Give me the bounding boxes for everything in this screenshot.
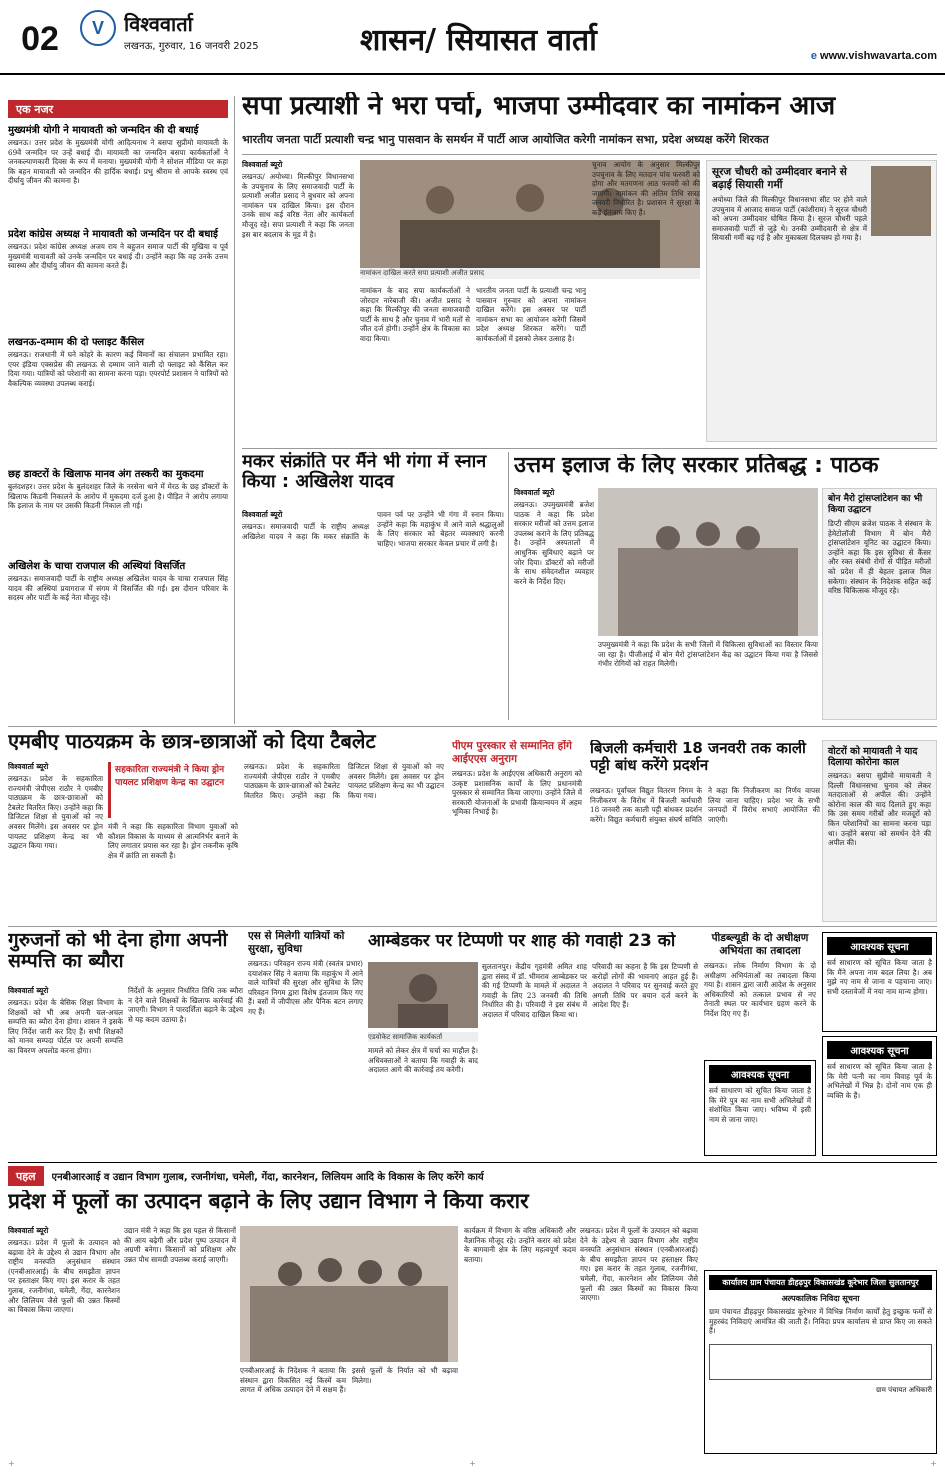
bmt-box bbox=[822, 488, 937, 720]
voters-box bbox=[822, 740, 937, 922]
tender-body: ग्राम पंचायत डीहढ़पुर विकासखंड कूरेभार में विभिन्न निर्माण कार्यों हेतु इच्छुक फर्मों से मुहरबंद निविदाएं आमंत्रित की जाती हैं। निविदा प्रपत्र कार्यालय से प्राप्त किए जा सकते हैं। bbox=[709, 1307, 932, 1336]
pathak-col-1 bbox=[514, 488, 594, 720]
list-item bbox=[8, 468, 228, 554]
byline: विश्ववार्ता ब्यूरो bbox=[242, 510, 283, 519]
divider bbox=[242, 154, 937, 155]
tablet-col-1 bbox=[8, 762, 103, 922]
notice-1 bbox=[822, 932, 937, 1032]
box-headline: वोटरों को मायावती ने याद दिलाया कोरोना काल bbox=[828, 746, 918, 768]
tablet-headline: एमबीए पाठयक्रम के छात्र-छात्राओं को दिया टैबलेट bbox=[8, 730, 376, 753]
story-body: एनबीआरआई के निदेशक ने बताया कि संस्थान द्वारा विकसित नई किस्में कम लागत में अधिक उत्पादन देने में सक्षम हैं। इससे फूलों के निर्यात को भी बढ़ावा मिलेगा। bbox=[240, 1366, 458, 1395]
divider bbox=[8, 926, 937, 927]
pahal-col-2 bbox=[124, 1226, 236, 1454]
registration-mark-icon: + bbox=[8, 1458, 15, 1468]
divider bbox=[8, 1162, 937, 1163]
pathak-photo bbox=[598, 488, 818, 636]
tender-subtitle: अल्पकालिक निविदा सूचना bbox=[781, 1294, 860, 1303]
divider bbox=[242, 448, 937, 449]
story-body: लखनऊ। उपमुख्यमंत्री ब्रजेश पाठक ने कहा कि प्रदेश सरकार मरीजों को उत्तम इलाज उपलब्ध कराने के लिए प्रतिबद्ध है। उन्होंने अस्पतालों में आधुनिक सुविधाएं बढ़ाने पर जोर दिया। डॉक्टरों को मरीजों के साथ संवेदनशील व्यवहार करने के निर्देश दिए। bbox=[514, 500, 594, 586]
notice-title: आवश्यक सूचना bbox=[709, 1065, 811, 1083]
list-item bbox=[8, 228, 228, 330]
list-item bbox=[8, 560, 228, 654]
ambedkar-col-1 bbox=[368, 1046, 478, 1156]
story-body: मामले को लेकर क्षेत्र में चर्चा का माहौल है। अधिवक्ताओं ने बताया कि गवाही के बाद अदालत आगे की कार्रवाई तय करेगी। bbox=[368, 1046, 478, 1075]
pahal-col-1 bbox=[8, 1226, 120, 1454]
award-headline: पीएम पुरस्कार से सम्मानित होंगे आईएएस अनुराग bbox=[452, 740, 572, 765]
column-divider bbox=[508, 452, 509, 720]
story-body: निर्देशों के अनुसार निर्धारित तिथि तक ब्यौरा न देने वाले शिक्षकों के खिलाफ कार्रवाई की जाएगी। विभाग ने पारदर्शिता बढ़ाने के उद्देश्य से यह कदम उठाया है। bbox=[128, 986, 243, 1024]
ambedkar-col-2 bbox=[482, 962, 587, 1156]
gurujan-col-1 bbox=[8, 986, 123, 1156]
brief-body: लखनऊ। उत्तर प्रदेश के मुख्यमंत्री योगी आदित्यनाथ ने बसपा सुप्रीमो मायावती के 69वें जन्मदिन पर उन्हें बधाई दी। मायावती का जन्मदिन बसपा कार्यकर्ताओं ने जनकल्याणकारी दिवस के रूप में मनाया। मुख्यमंत्री योगी ने सोशल मीडिया पर कहा कि बहन मायावती को जन्मदिन की हार्दिक बधाई। प्रभु श्रीराम से आपके स्वस्थ एवं दीर्घायु जीवन की कामना है। bbox=[8, 138, 228, 186]
pahal-col-5 bbox=[580, 1226, 698, 1454]
ek-nazar-label: एक नजर bbox=[8, 100, 228, 118]
ambedkar-col-3 bbox=[592, 962, 698, 1156]
story-body: लखनऊ। प्रदेश में फूलों के उत्पादन को बढ़ावा देने के उद्देश्य से उद्यान विभाग और राष्ट्रीय वनस्पति अनुसंधान संस्थान (एनबीआरआई) के बीच समझौता ज्ञापन पर हस्ताक्षर किए गए। इस करार के तहत गुलाब, रजनीगंधा, चमेली, गेंदा, कारनेशन और लिलियम जैसे फूलों की उन्नत किस्मों का विकास किया जाएगा। bbox=[8, 1238, 120, 1315]
byline: विश्ववार्ता ब्यूरो bbox=[8, 762, 49, 771]
ambedkar-photo bbox=[368, 962, 478, 1042]
masthead bbox=[0, 0, 945, 75]
byline: विश्ववार्ता ब्यूरो bbox=[514, 488, 555, 497]
lead-headline: सपा प्रत्याशी ने भरा पर्चा, भाजपा उम्मीदवार का नामांकन आज bbox=[242, 92, 836, 121]
tablet-col-2 bbox=[108, 822, 238, 922]
ek-nazar-column bbox=[8, 124, 228, 724]
pull-quote: सहकारिता राज्यमंत्री ने किया ड्रोन पायलट प्रशिक्षण केन्द्र का उद्घाटन bbox=[108, 762, 238, 818]
list-item bbox=[8, 124, 228, 222]
box-headline: बोन मैरो ट्रांसप्लांटेशन का भी किया उद्घाटन bbox=[828, 494, 923, 515]
notice-3 bbox=[822, 1036, 937, 1156]
bijli-body bbox=[590, 786, 820, 922]
pathak-col-2 bbox=[598, 640, 818, 720]
story-body: कार्यक्रम में विभाग के वरिष्ठ अधिकारी और वैज्ञानिक मौजूद रहे। उन्होंने करार को प्रदेश के बागवानी क्षेत्र के लिए महत्वपूर्ण कदम बताया। bbox=[464, 1226, 576, 1264]
list-item bbox=[8, 336, 228, 462]
story-body: उपमुख्यमंत्री ने कहा कि प्रदेश के सभी जिलों में चिकित्सा सुविधाओं का विस्तार किया जा रहा है। पीजीआई में बोन मैरो ट्रांसप्लांटेशन केंद्र का उद्घाटन किया गया है जिससे गंभीर रोगियों को राहत मिलेगी। bbox=[598, 640, 818, 669]
pahal-label: पहल bbox=[8, 1166, 44, 1186]
divider bbox=[8, 726, 937, 727]
story-body: उद्यान मंत्री ने कहा कि इस पहल से किसानों की आय बढ़ेगी और प्रदेश पुष्प उत्पादन में अग्रणी बनेगा। किसानों को प्रशिक्षण और उन्नत पौध सामग्री उपलब्ध कराई जाएगी। bbox=[124, 1226, 236, 1264]
transfer-headline: पीडब्ल्यूडी के दो अधीक्षण अभियंता का तबादला bbox=[711, 932, 809, 957]
story-body: लखनऊ। प्रदेश के सहकारिता राज्यमंत्री जेपीएस राठौर ने एमबीए पाठ्यक्रम के छात्र-छात्राओं को टैबलेट वितरित किए। उन्होंने कहा कि डिजिटल शिक्षा से युवाओं को नए अवसर मिलेंगे। इस अवसर पर ड्रोन पायलट प्रशिक्षण केन्द्र का भी उद्घाटन किया गया। bbox=[8, 774, 103, 851]
gurujan-col-2 bbox=[128, 986, 243, 1156]
tender-table bbox=[709, 1344, 932, 1380]
registration-mark-icon: + bbox=[469, 1458, 476, 1468]
story-body: लखनऊ। लोक निर्माण विभाग के दो अधीक्षण अभियंताओं का तबादला किया गया है। शासन द्वारा जारी आदेश के अनुसार अधिकारियों को तत्काल प्रभाव से नए तैनाती स्थल पर कार्यभार ग्रहण करने के निर्देश दिए गए हैं। bbox=[704, 961, 816, 1018]
page-number: 02 bbox=[21, 19, 59, 58]
pahal-photo bbox=[240, 1226, 458, 1362]
paper-name: विश्ववार्ता bbox=[124, 12, 193, 34]
brief-body: लखनऊ। समाजवादी पार्टी के राष्ट्रीय अध्यक्ष अखिलेश यादव के चाचा राजपाल सिंह यादव की अस्थियां प्रयागराज में संगम में विसर्जित की गईं। इस दौरान परिवार के सदस्य और पार्टी के कई नेता मौजूद रहे। bbox=[8, 574, 228, 603]
dateline: लखनऊ, गुरुवार, 16 जनवरी 2025 bbox=[124, 41, 259, 52]
photo-caption: एडवोकेट सामाजिक कार्यकर्ता bbox=[368, 1032, 478, 1042]
story-body: लखनऊ। परिवहन राज्य मंत्री (स्वतंत्र प्रभार) दयाशंकर सिंह ने बताया कि महाकुंभ में आने वाले यात्रियों की सुरक्षा और सुविधा के लिए परिवहन निगम द्वारा विशेष इंतजाम किए गए हैं। बसों में जीपीएस और पैनिक बटन लगाए गए हैं। bbox=[248, 959, 363, 1016]
pahal-col-4 bbox=[464, 1226, 576, 1454]
ambedkar-headline: आम्बेडकर पर टिप्पणी पर शाह की गवाही 23 को bbox=[368, 932, 676, 951]
akhilesh-body bbox=[242, 510, 504, 720]
globe-icon: e bbox=[810, 50, 818, 62]
story-body: सुलतानपुर। केंद्रीय गृहमंत्री अमित शाह द्वारा संसद में डॉ. भीमराव आम्बेडकर पर की गई टिप्पणी के मामले में अदालत ने गवाही के लिए 23 जनवरी की तिथि निर्धारित की है। परिवादी ने इस संबंध में अदालत में परिवाद दाखिल किया था। bbox=[482, 962, 587, 1019]
brief-body: लखनऊ। प्रदेश कांग्रेस अध्यक्ष अजय राय ने बहुजन समाज पार्टी की मुखिया व पूर्व मुख्यमंत्री मायावती को उनके जन्मदिन पर बधाई दी। उन्होंने कहा कि वह उनके उत्तम स्वास्थ्य और दीर्घायु जीवन की कामना करते हैं। bbox=[8, 242, 228, 271]
photo-placeholder-icon bbox=[598, 488, 818, 636]
story-body: मंत्री ने कहा कि सहकारिता विभाग युवाओं को कौशल विकास के माध्यम से आत्मनिर्भर बनाने के लिए लगातार प्रयास कर रहा है। ड्रोन तकनीक कृषि क्षेत्र में क्रांति ला सकती है। bbox=[108, 822, 238, 860]
section-title: शासन/ सियासत वार्ता bbox=[360, 23, 597, 58]
notice-body: सर्व साधारण को सूचित किया जाता है कि मेरे पुत्र का नाम सभी अभिलेखों में संशोधित किया जाए। भविष्य में इसी नाम से जाना जाए। bbox=[709, 1086, 811, 1124]
story-body: लखनऊ। प्रदेश के सहकारिता राज्यमंत्री जेपीएस राठौर ने एमबीए पाठ्यक्रम के छात्र-छात्राओं को टैबलेट वितरित किए। उन्होंने कहा कि डिजिटल शिक्षा से युवाओं को नए अवसर मिलेंगे। इस अवसर पर ड्रोन पायलट प्रशिक्षण केन्द्र का भी उद्घाटन किया गया। bbox=[244, 762, 444, 800]
lead-body: भारतीय जनता पार्टी के प्रत्याशी चन्द्र भानु पासवान गुरुवार को अपना नामांकन दाखिल करेंगे। इस अवसर पर पार्टी नामांकन सभा का आयोजन करेगी जिसमें प्रदेश अध्यक्ष शिरकत करेंगे। पार्टी कार्यकर्ताओं में इसको लेकर उत्साह है। bbox=[476, 286, 586, 343]
story-body: लखनऊ। प्रदेश में फूलों के उत्पादन को बढ़ावा देने के उद्देश्य से उद्यान विभाग और राष्ट्रीय वनस्पति अनुसंधान संस्थान (एनबीआरआई) के बीच समझौता ज्ञापन पर हस्ताक्षर किए गए। इस करार के तहत गुलाब, रजनीगंधा, चमेली, गेंदा, कारनेशन और लिलियम जैसे फूलों की उन्नत किस्मों का विकास किया जाएगा। bbox=[580, 1226, 698, 1303]
box-headline: सूरज चौधरी को उम्मीदवार बनाने से बढ़ाई सियासी गर्मी bbox=[712, 166, 847, 191]
notice-title: आवश्यक सूचना bbox=[827, 937, 932, 955]
security-story bbox=[248, 930, 363, 1156]
byline: विश्ववार्ता ब्यूरो bbox=[8, 1226, 49, 1235]
lead-col-4 bbox=[592, 160, 700, 442]
brief-headline: अखिलेश के चाचा राजपाल की अस्थियां विसर्जित bbox=[8, 561, 186, 572]
box-body: लखनऊ। बसपा सुप्रीमो मायावती ने दिल्ली विधानसभा चुनाव को लेकर मतदाताओं से अपील की। उन्होंने कोरोना काल की याद दिलाते हुए कहा कि उस समय गरीबों और मजदूरों को किन परेशानियों का सामना करना पड़ा था। उन्होंने बसपा को समर्थन देने की अपील की। bbox=[828, 771, 931, 848]
pathak-headline: उत्तम इलाज के लिए सरकार प्रतिबद्ध : पाठक bbox=[514, 454, 879, 478]
story-body: लखनऊ। प्रदेश के बेसिक शिक्षा विभाग के शिक्षकों को भी अब अपनी चल-अचल सम्पत्ति का ब्यौरा देना होगा। शासन ने इसके लिए निर्देश जारी कर दिए हैं। सभी शिक्षकों को मानव सम्पदा पोर्टल पर अपनी सम्पत्ति का विवरण अपलोड करना होगा। bbox=[8, 998, 123, 1055]
notice-body: सर्व साधारण को सूचित किया जाता है कि मैंने अपना नाम बदल लिया है। अब मुझे नए नाम से जाना व पहचाना जाए। सभी दस्तावेजों में नया नाम मान्य होगा। bbox=[827, 958, 932, 996]
story-body: लखनऊ। पूर्वांचल विद्युत वितरण निगम के निजीकरण के विरोध में बिजली कर्मचारी 18 जनवरी तक काली पट्टी बांधकर प्रदर्शन करेंगे। विद्युत कर्मचारी संयुक्त संघर्ष समिति ने कहा कि निजीकरण का निर्णय वापस लिया जाना चाहिए। प्रदेश भर के सभी जनपदों में विरोध सभाएं आयोजित की जाएंगी। bbox=[590, 786, 820, 824]
pahal-col-3 bbox=[240, 1366, 458, 1454]
akhilesh-headline: मकर संक्रांति पर मैंने भी गंगा में स्नान किया : अखिलेश यादव bbox=[242, 452, 487, 492]
brief-body: लखनऊ। राजधानी में घने कोहरे के कारण कई विमानों का संचालन प्रभावित रहा। एयर इंडिया एक्सप्रेस की लखनऊ से दम्माम जाने वाली दो फ्लाइट को कैंसिल कर दिया गया। यात्रियों को परेशानी का सामना करना पड़ा। एयरपोर्ट प्रशासन ने यात्रियों को वैकल्पिक व्यवस्था उपलब्ध कराई। bbox=[8, 350, 228, 388]
brief-headline: मुख्यमंत्री योगी ने मायावती को जन्मदिन की दी बधाई bbox=[8, 125, 199, 136]
photo-caption: नामांकन दाखिल करते सपा प्रत्याशी अजीत प्रसाद bbox=[360, 268, 700, 279]
pahal-kicker: एनबीआरआई व उद्यान विभाग गुलाब, रजनीगंधा, चमेली, गेंदा, कारनेशन, लिलियम आदि के विकास के लिए करेंगे कार्य bbox=[51, 1172, 484, 1183]
story-body: परिवादी का कहना है कि इस टिप्पणी से करोड़ों लोगों की भावनाएं आहत हुई हैं। अदालत ने परिवाद पर सुनवाई करते हुए अगली तिथि पर बयान दर्ज करने के आदेश दिए हैं। bbox=[592, 962, 698, 1010]
azad-box bbox=[706, 160, 937, 442]
pahal-kicker-row bbox=[8, 1166, 698, 1186]
tender-title: कार्यालय ग्राम पंचायत डीहढ़पुर विकासखंड कूरेभार जिला सुलतानपुर bbox=[709, 1275, 932, 1290]
lead-body: लखनऊ/ अयोध्या। मिल्कीपुर विधानसभा के उपचुनाव के लिए समाजवादी पार्टी के प्रत्याशी अजीत प्रसाद ने बुधवार को अपना नामांकन पत्र दाखिल किया। इस दौरान उनके साथ कई वरिष्ठ नेता और कार्यकर्ता मौजूद रहे। सपा प्रत्याशी ने कहा कि जनता इस बार बदलाव के मूड में है। bbox=[242, 172, 354, 239]
website-text[interactable]: www.vishwavarta.com bbox=[820, 50, 937, 62]
photo-placeholder-icon bbox=[240, 1226, 458, 1362]
lead-body: चुनाव आयोग के अनुसार मिल्कीपुर उपचुनाव के लिए मतदान पांच फरवरी को होगा और मतगणना आठ फरवरी को की जाएगी। नामांकन की अंतिम तिथि सत्रह जनवरी निर्धारित है। प्रशासन ने सुरक्षा के कड़े इंतजाम किए हैं। bbox=[592, 160, 700, 217]
notice-body: सर्व साधारण को सूचित किया जाता है कि मेरी पत्नी का नाम विवाह पूर्व के अभिलेखों में भिन्न है। दोनों नाम एक ही व्यक्ति के हैं। bbox=[827, 1062, 932, 1100]
box-body: डिप्टी सीएम ब्रजेश पाठक ने संस्थान के हेमेटोलॉजी विभाग में बोन मैरो ट्रांसप्लांटेशन यूनिट का उद्घाटन किया। उन्होंने कहा कि इस सुविधा से कैंसर और रक्त संबंधी रोगों से पीड़ित मरीजों को प्रदेश में ही बेहतर इलाज मिल सकेगा। संस्थान के निदेशक सहित कई वरिष्ठ चिकित्सक मौजूद रहे। bbox=[828, 519, 931, 596]
lead-col-1 bbox=[242, 160, 354, 442]
lead-col-2 bbox=[360, 286, 470, 442]
award-story bbox=[452, 740, 582, 922]
security-headline: एस से मिलेगी यात्रियों को सुरक्षा, सुविधा bbox=[248, 930, 345, 955]
byline: विश्ववार्ता ब्यूरो bbox=[8, 986, 49, 995]
pahal-headline: प्रदेश में फूलों का उत्पादन बढ़ाने के लिए उद्यान विभाग ने किया करार bbox=[8, 1190, 529, 1213]
brief-headline: छह डाक्टरों के खिलाफ मानव अंग तस्करी का मुकदमा bbox=[8, 469, 204, 480]
lead-body: नामांकन के बाद सपा कार्यकर्ताओं ने जोरदार नारेबाजी की। अजीत प्रसाद ने कहा कि मिल्कीपुर की जनता समाजवादी पार्टी के साथ है और चुनाव में भारी मतों से जीत दर्ज होगी। उन्होंने क्षेत्र के विकास का वादा किया। bbox=[360, 286, 470, 343]
story-body: लखनऊ। प्रदेश के आईएएस अधिकारी अनुराग को उत्कृष्ट प्रशासनिक कार्यों के लिए प्रधानमंत्री पुरस्कार से सम्मानित किया जाएगा। उन्होंने जिले में सरकारी योजनाओं के प्रभावी क्रियान्वयन में अहम भूमिका निभाई है। bbox=[452, 769, 582, 817]
brief-headline: लखनऊ-दम्माम की दो फ्लाइट कैंसिल bbox=[8, 337, 145, 348]
bijli-headline: बिजली कर्मचारी 18 जनवरी तक काली पट्टी बांध करेंगे प्रदर्शन bbox=[590, 740, 806, 774]
lead-subhead: भारतीय जनता पार्टी प्रत्याशी चन्द्र भानु पासवान के समर्थन में पार्टी आज आयोजित करेगी नामांकन सभा, प्रदेश अध्यक्ष करेंगे शिरकत bbox=[242, 133, 769, 146]
brief-body: बुलंदशहर। उत्तर प्रदेश के बुलंदशहर जिले के नरसेना थाने में मेरठ के छह डॉक्टरों के खिलाफ किडनी निकालने के आरोप में मुकदमा दर्ज हुआ है। पीड़ित ने आरोप लगाया कि इलाज के नाम पर उसकी किडनी निकाल ली गई। bbox=[8, 482, 228, 511]
column-divider bbox=[234, 96, 235, 724]
registration-strip bbox=[8, 1458, 937, 1468]
website-link[interactable] bbox=[742, 50, 937, 68]
byline: विश्ववार्ता ब्यूरो bbox=[242, 160, 283, 169]
tender-notice bbox=[704, 1270, 937, 1454]
gurujan-headline: गुरुजनों को भी देना होगा अपनी सम्पत्ति का ब्यौरा bbox=[8, 930, 228, 972]
registration-mark-icon: + bbox=[930, 1458, 937, 1468]
tender-signatory: ग्राम पंचायत अधिकारी bbox=[875, 1385, 932, 1394]
box-body: अयोध्या जिले की मिल्कीपुर विधानसभा सीट पर होने वाले उपचुनाव में आजाद समाज पार्टी (कांशीराम) ने सूरज चौधरी को अपना उम्मीदवार घोषित किया है। सूरज चौधरी पहले समाजवादी पार्टी से जुड़े थे। उनकी उम्मीदवारी से क्षेत्र में सियासी गर्मी बढ़ गई है और मुकाबला दिलचस्प हो गया है। bbox=[712, 195, 867, 243]
story-body: लखनऊ। समाजवादी पार्टी के राष्ट्रीय अध्यक्ष अखिलेश यादव ने कहा कि मकर संक्रांति के पावन पर्व पर उन्होंने भी गंगा में स्नान किया। उन्होंने कहा कि महाकुंभ में आने वाले श्रद्धालुओं के लिए सरकार को बेहतर व्यवस्थाएं करनी चाहिए। भाजपा सरकार केवल प्रचार में लगी है। bbox=[242, 510, 504, 548]
tablet-col-3 bbox=[244, 762, 444, 922]
brief-headline: प्रदेश कांग्रेस अध्यक्ष ने मायावती को जन्मदिन पर दी बधाई bbox=[8, 229, 218, 240]
lead-col-3 bbox=[476, 286, 586, 442]
photo-placeholder-icon bbox=[368, 962, 478, 1028]
notice-2 bbox=[704, 1060, 816, 1156]
logo-icon: V bbox=[80, 10, 116, 46]
avatar bbox=[871, 166, 931, 236]
notice-title: आवश्यक सूचना bbox=[827, 1041, 932, 1059]
